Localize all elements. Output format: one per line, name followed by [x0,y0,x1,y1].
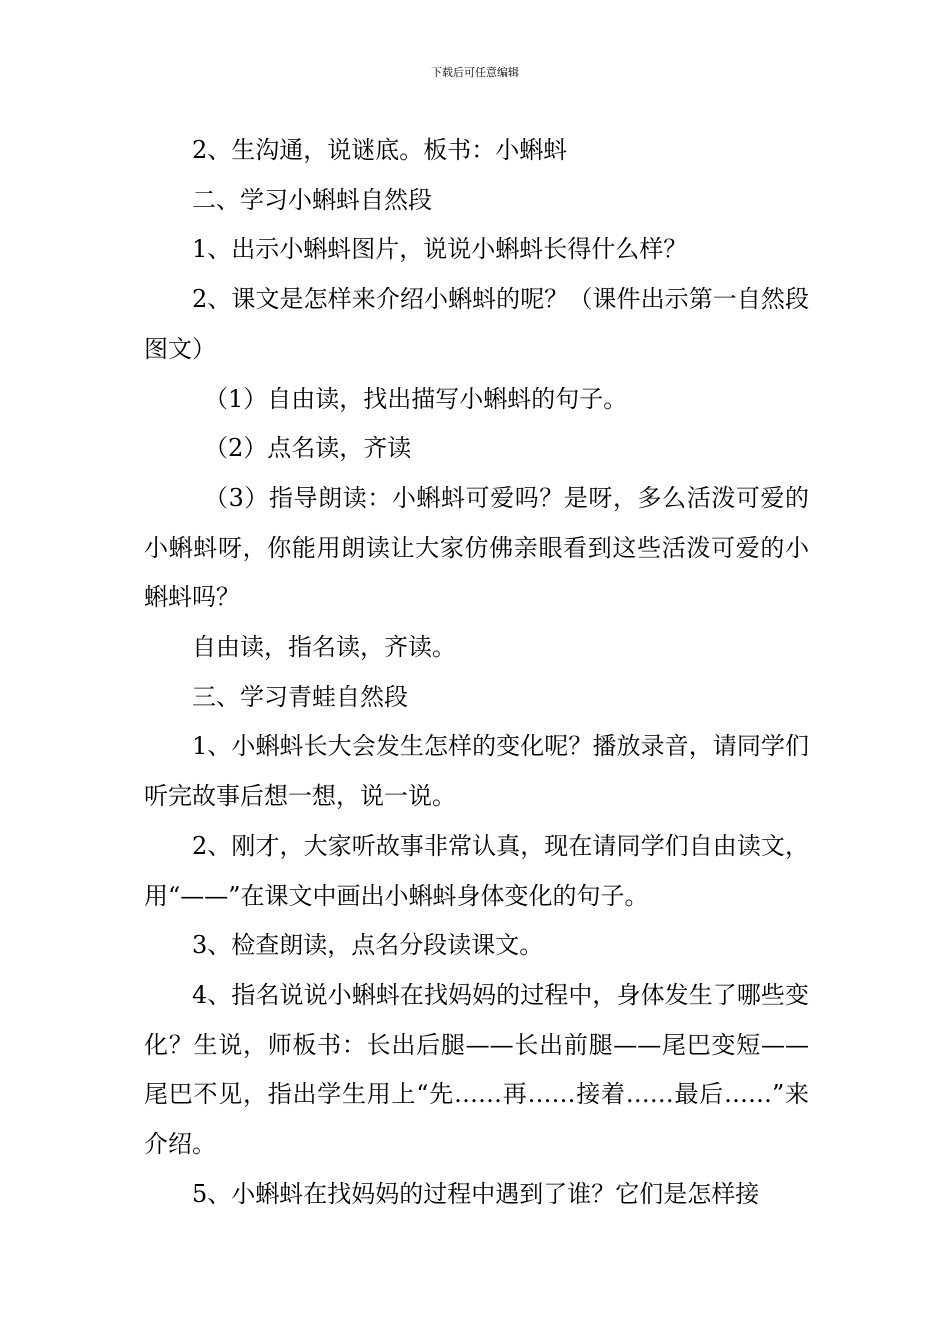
document-body [144,126,809,1219]
paragraph-frog-step-5: 5、小蝌蚪在找妈妈的过程中遇到了谁？它们是怎样接 [192,1179,760,1208]
paragraph-substep-3: （3）指导朗读：小蝌蚪可爱吗？是呀，多么活泼可爱的小蝌蚪呀，你能用朗读让大家仿佛亲眼看到这些活泼可爱的小蝌蚪吗？ [144,483,809,612]
section-heading-frog: 三、学习青蛙自然段 [192,682,408,711]
paragraph-step-1: 1、出示小蝌蚪图片，说说小蝌蚪长得什么样？ [192,235,688,264]
paragraph-reading-modes: 自由读，指名读，齐读。 [192,633,456,662]
paragraph-substep-1: （1）自由读，找出描写小蝌蚪的句子。 [204,384,628,413]
paragraph-frog-step-4: 4、指名说说小蝌蚪在找妈妈的过程中，身体发生了哪些变化？生说，师板书：长出后腿——长出前腿——尾巴变短——尾巴不见，指出学生用上“先……再……接着……最后……”来介绍。 [144,980,809,1159]
page-header-note: 下载后可任意编辑 [431,66,519,79]
paragraph-frog-step-1: 1、小蝌蚪长大会发生怎样的变化呢？播放录音，请同学们听完故事后想一想，说一说。 [144,732,809,811]
paragraph-riddle-answer: 2、生沟通，说谜底。板书：小蝌蚪 [192,136,568,164]
paragraph-step-2: 2、课文是怎样来介绍小蝌蚪的呢？（课件出示第一自然段图文） [144,285,809,363]
paragraph-frog-step-2: 2、刚才，大家听故事非常认真，现在请同学们自由读文，用“——”在课文中画出小蝌蚪身体变化的句子。 [144,831,809,910]
paragraph-substep-2: （2）点名读，齐读 [204,434,412,463]
paragraph-frog-step-3: 3、检查朗读，点名分段读课文。 [192,931,544,960]
section-heading-tadpole: 二、学习小蝌蚪自然段 [192,185,432,214]
